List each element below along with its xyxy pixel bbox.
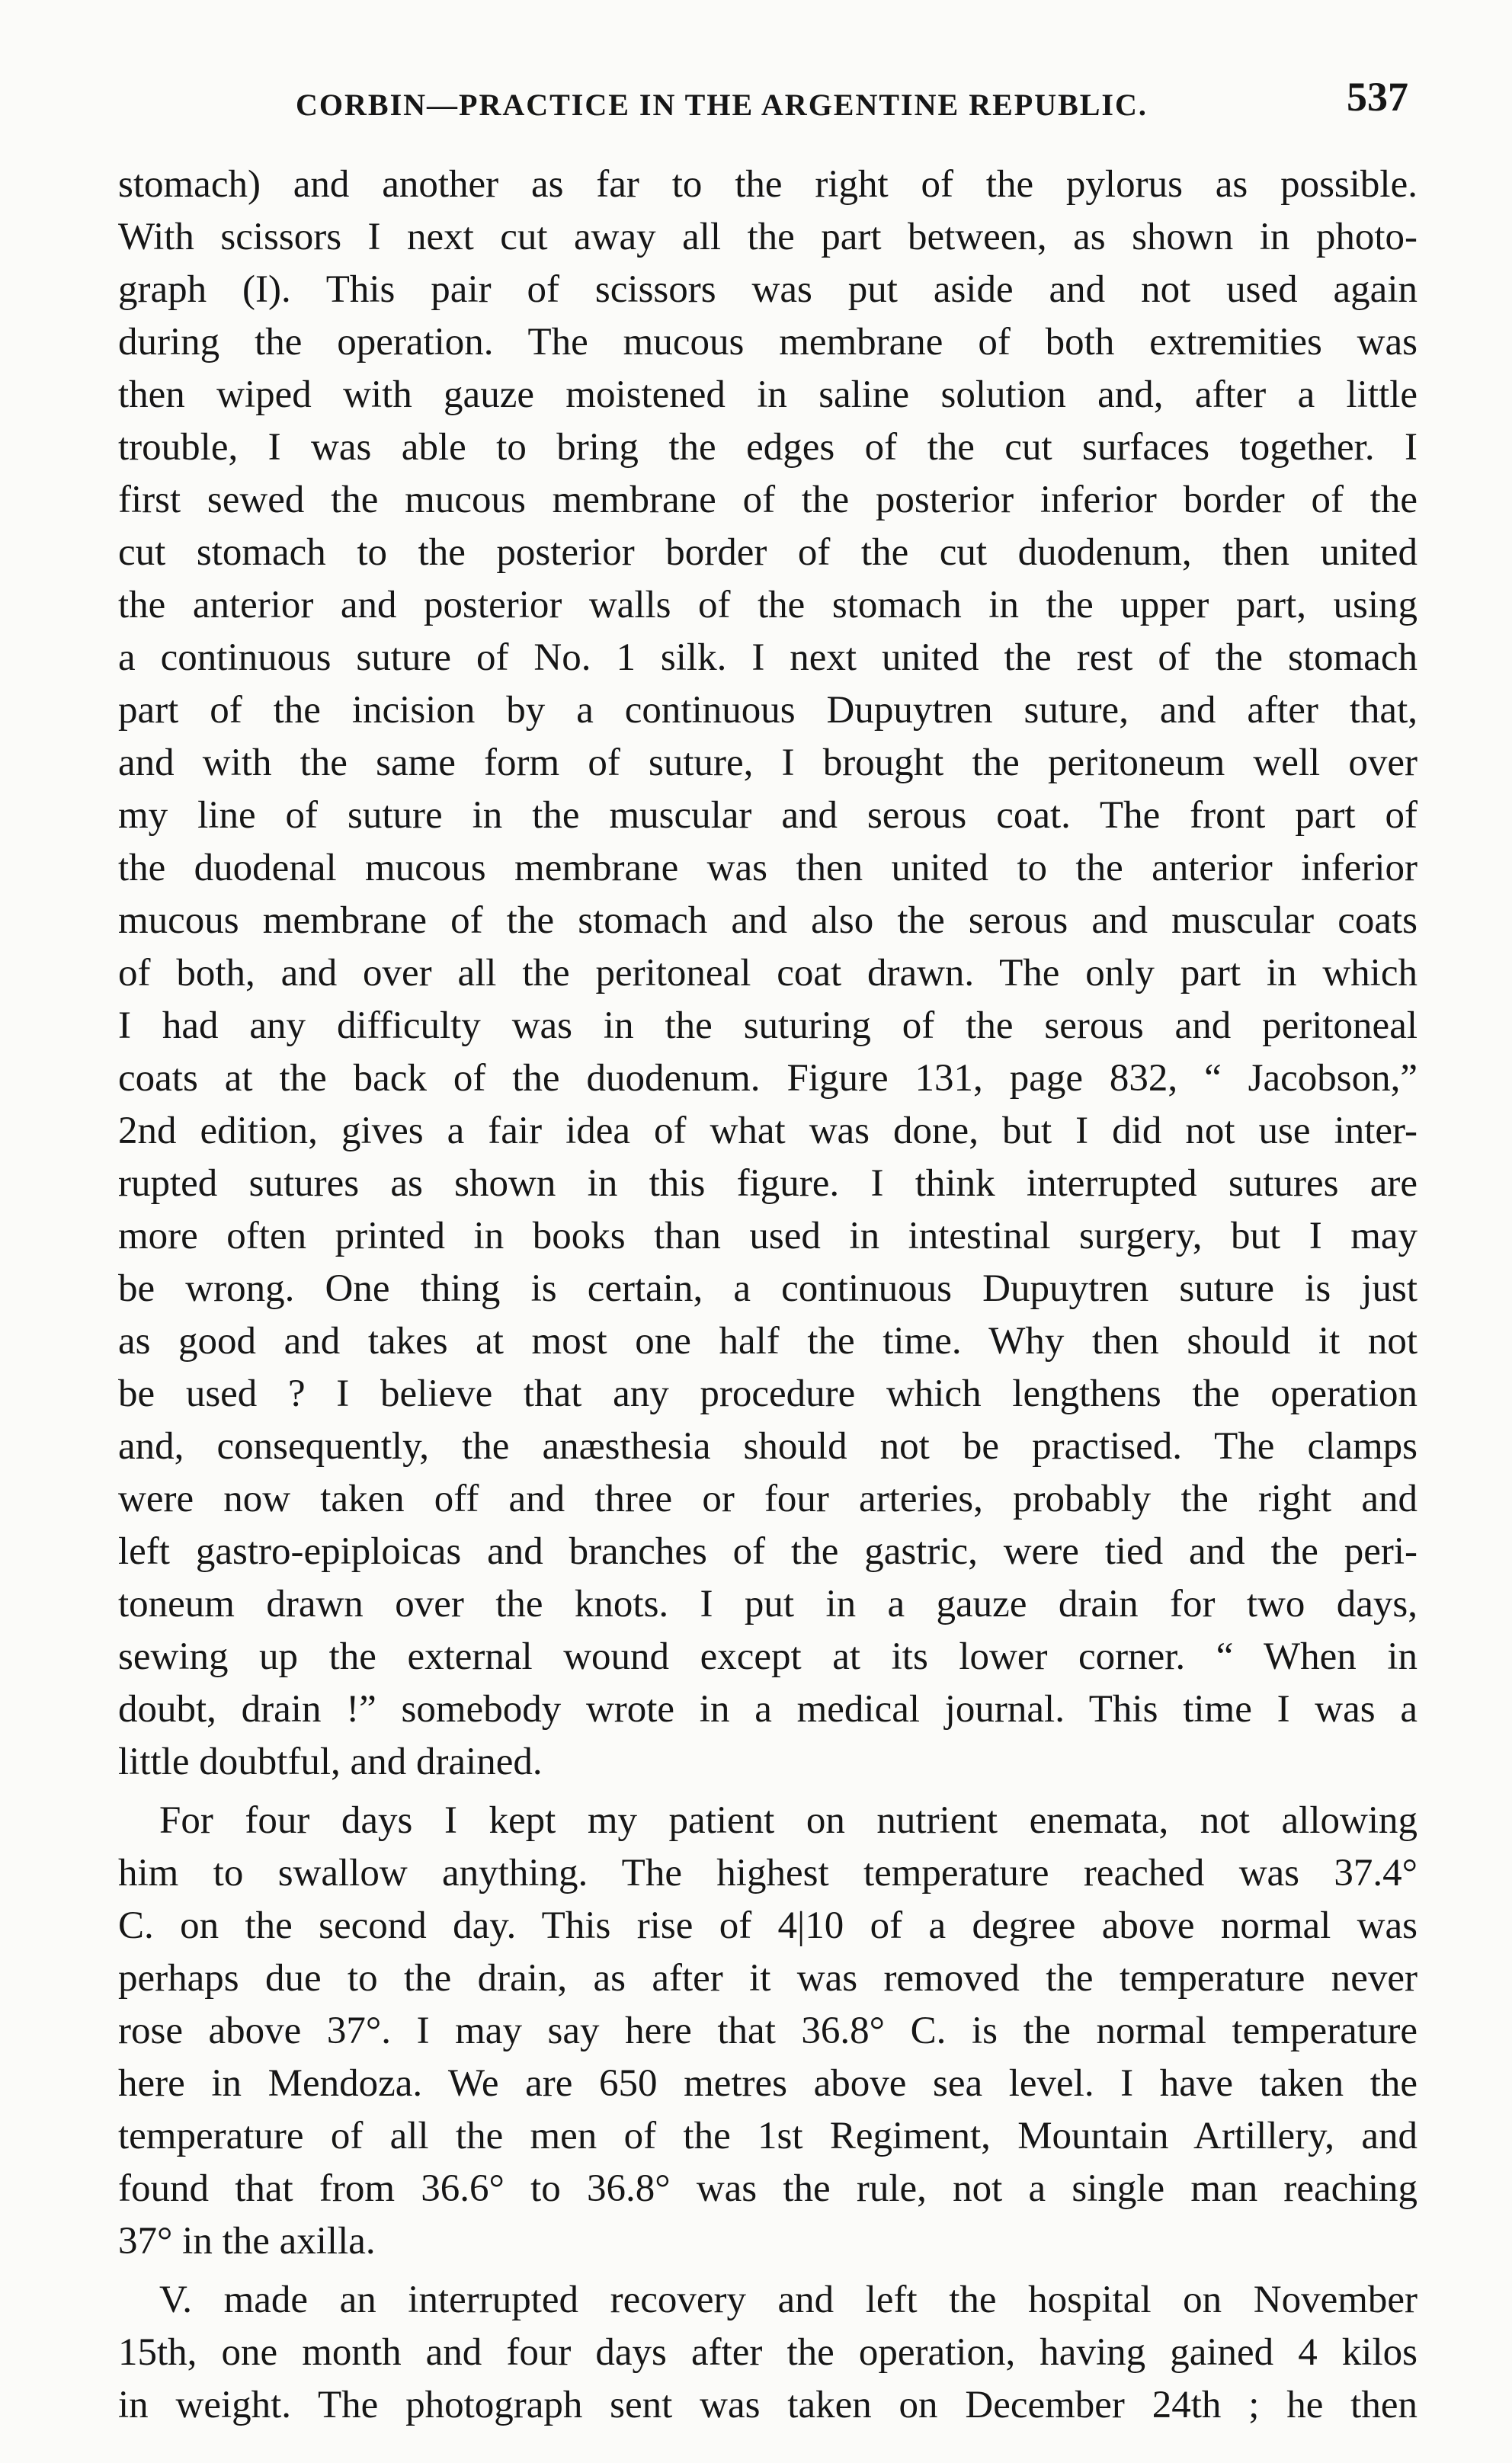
text-line: With scissors I next cut away all the part between, as shown in photo- xyxy=(118,216,1418,258)
text-line: the anterior and posterior walls of the stomach in the upper part, using xyxy=(118,584,1418,626)
text-line: C. on the second day. This rise of 4|10 of a degree above normal was xyxy=(118,1904,1418,1947)
text-line: 2nd edition, gives a fair idea of what was done, but I did not use inter- xyxy=(118,1110,1418,1152)
text-line: here in Mendoza. We are 650 metres above sea level. I have taken the xyxy=(118,2062,1418,2105)
text-line: stomach) and another as far to the right of the pylorus as possible. xyxy=(118,163,1418,206)
text-line: be wrong. One thing is certain, a continuous Dupuytren suture is just xyxy=(118,1267,1418,1310)
text-line: part of the incision by a continuous Dupuytren suture, and after that, xyxy=(118,689,1418,732)
text-line: graph (I). This pair of scissors was put aside and not used again xyxy=(118,268,1418,311)
text-line: more often printed in books than used in intestinal surgery, but I may xyxy=(118,1215,1418,1257)
text-line: For four days I kept my patient on nutrient enemata, not allowing xyxy=(159,1799,1418,1842)
text-line: doubt, drain !” somebody wrote in a medical journal. This time I was a xyxy=(118,1688,1418,1731)
paragraph-gap xyxy=(118,2268,1418,2274)
text-line: rose above 37°. I may say here that 36.8° C. is the normal temperature xyxy=(118,2010,1418,2052)
text-line: mucous membrane of the stomach and also the serous and muscular coats xyxy=(118,899,1418,942)
text-line: sewing up the external wound except at its lower corner. “ When in xyxy=(118,1635,1418,1678)
paragraph-1 xyxy=(118,159,1418,1789)
text-line: be used ? I believe that any procedure which lengthens the operation xyxy=(118,1372,1418,1415)
paragraph-3 xyxy=(118,2274,1418,2432)
text-line: him to swallow anything. The highest temperature reached was 37.4° xyxy=(118,1852,1418,1894)
text-line: first sewed the mucous membrane of the posterior inferior border of the xyxy=(118,479,1418,521)
text-line: as good and takes at most one half the time. Why then should it not xyxy=(118,1320,1418,1363)
text-line: my line of suture in the muscular and serous coat. The front part of xyxy=(118,794,1418,837)
text-line: I had any difficulty was in the suturing of the serous and peritoneal xyxy=(118,1004,1418,1047)
text-line: perhaps due to the drain, as after it was removed the temperature never xyxy=(118,1957,1418,2000)
text-line: left gastro-epiploicas and branches of the gastric, were tied and the peri- xyxy=(118,1530,1418,1573)
text-line: of both, and over all the peritoneal coat drawn. The only part in which xyxy=(118,952,1418,994)
paragraph-gap xyxy=(118,1789,1418,1795)
text-line: the duodenal mucous membrane was then united to the anterior inferior xyxy=(118,847,1418,889)
running-title: CORBIN—PRACTICE IN THE ARGENTINE REPUBLIC. xyxy=(296,88,1148,122)
body-text xyxy=(118,159,1418,2432)
text-line: rupted sutures as shown in this figure. I think interrupted sutures are xyxy=(118,1162,1418,1205)
page-number: 537 xyxy=(1347,74,1408,120)
text-line: and, consequently, the anæsthesia should not be practised. The clamps xyxy=(118,1425,1418,1468)
text-line: 37° in the axilla. xyxy=(118,2220,376,2263)
text-line: coats at the back of the duodenum. Figure 131, page 832, “ Jacobson,” xyxy=(118,1057,1418,1100)
text-line: and with the same form of suture, I brought the peritoneum well over xyxy=(118,741,1418,784)
text-line: during the operation. The mucous membrane of both extremities was xyxy=(118,321,1418,364)
text-line: toneum drawn over the knots. I put in a gauze drain for two days, xyxy=(118,1583,1418,1625)
text-line: little doubtful, and drained. xyxy=(118,1741,543,1783)
text-line: trouble, I was able to bring the edges of the cut surfaces together. I xyxy=(118,426,1418,469)
text-line: in weight. The photograph sent was taken on December 24th ; he then xyxy=(118,2384,1418,2426)
text-line: V. made an interrupted recovery and left the hospital on November xyxy=(159,2279,1418,2321)
page-header xyxy=(128,73,1424,134)
text-line: were now taken off and three or four arteries, probably the right and xyxy=(118,1478,1418,1520)
paragraph-2 xyxy=(118,1795,1418,2268)
text-line: temperature of all the men of the 1st Regiment, Mountain Artillery, and xyxy=(118,2115,1418,2157)
text-line: cut stomach to the posterior border of the cut duodenum, then united xyxy=(118,531,1418,574)
text-line: then wiped with gauze moistened in saline solution and, after a little xyxy=(118,373,1418,416)
text-line: found that from 36.6° to 36.8° was the rule, not a single man reaching xyxy=(118,2167,1418,2210)
text-line: 15th, one month and four days after the operation, having gained 4 kilos xyxy=(118,2331,1418,2374)
text-line: a continuous suture of No. 1 silk. I next united the rest of the stomach xyxy=(118,636,1418,679)
